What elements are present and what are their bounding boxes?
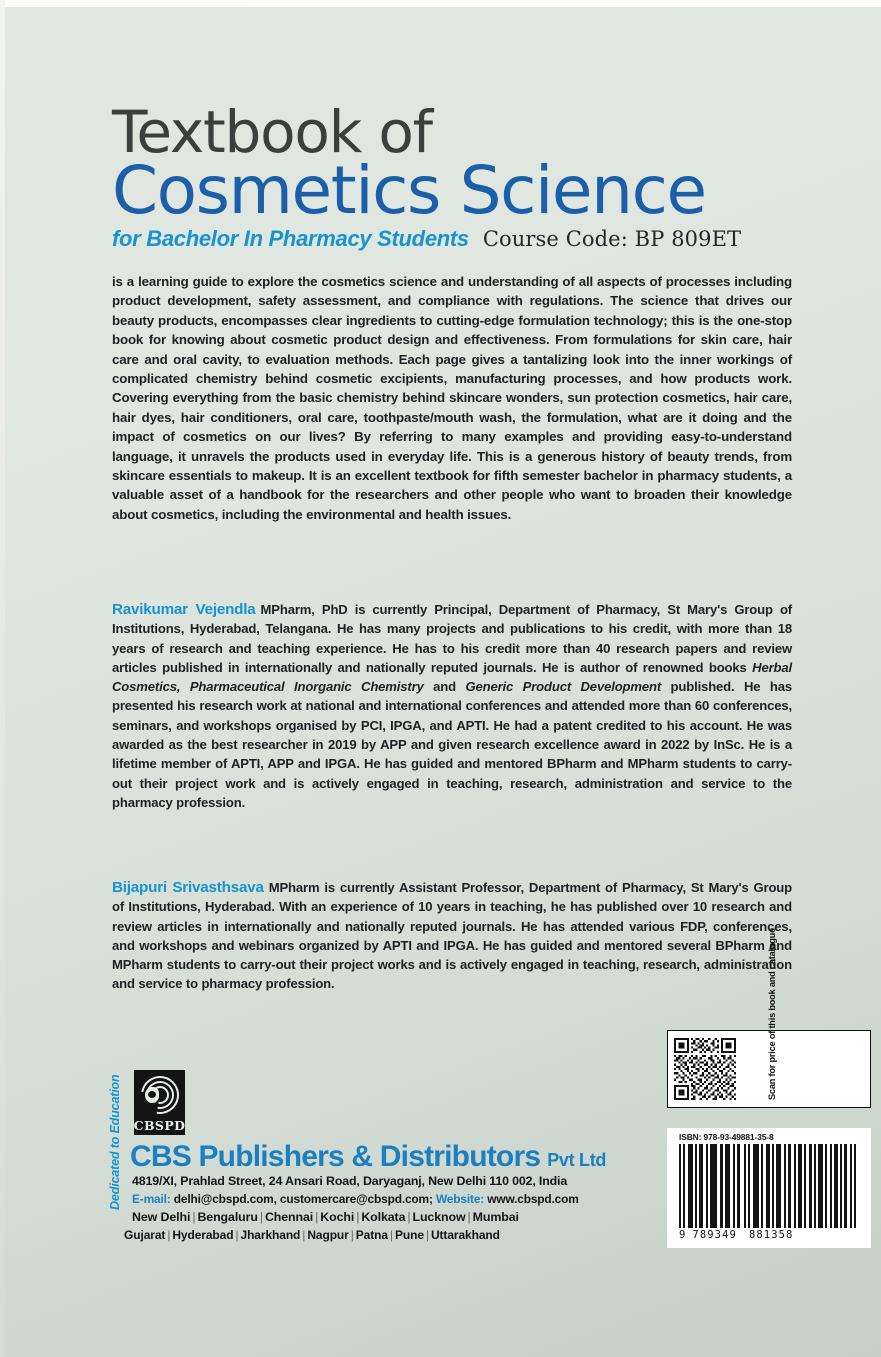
isbn-barcode-panel	[667, 1128, 871, 1248]
barcode-digits	[679, 1229, 865, 1241]
email-label: E-mail:	[132, 1192, 171, 1206]
publisher-cities-row-2: Gujarat | Hyderabad | Jharkhand | Nagpur | Patna | Pune | Uttarakhand	[124, 1228, 500, 1242]
author-1-mid: and	[423, 679, 466, 695]
city: Kolkata	[361, 1210, 406, 1224]
author-1-italic-titles-1: Herbal Cosmetics, Pharmaceutical Inorganic Chemistry	[112, 659, 792, 695]
qr-caption-wrapper	[741, 927, 803, 1102]
author-bio-1	[112, 600, 792, 812]
page-left-trim	[0, 0, 5, 1357]
city: Patna	[355, 1228, 388, 1242]
isbn-text: ISBN: 978-93-49881-35-8	[679, 1132, 774, 1142]
publisher-name-suffix: Pvt Ltd	[547, 1150, 607, 1170]
title-line-2: Cosmetics Science	[112, 151, 706, 229]
city: Chennai	[264, 1210, 314, 1224]
publisher-name	[130, 1140, 606, 1174]
publisher-website: www.cbspd.com	[487, 1192, 579, 1206]
city: Bengaluru	[197, 1210, 258, 1224]
website-label: Website:	[435, 1192, 485, 1206]
city: Nagpur	[307, 1228, 349, 1242]
title-line-1: Textbook of	[112, 98, 432, 166]
city: Kochi	[320, 1210, 355, 1224]
publisher-contact-line	[132, 1192, 579, 1206]
publisher-address: 4819/XI, Prahlad Street, 24 Ansari Road, Daryaganj, New Delhi 110 002, India	[132, 1174, 568, 1188]
subtitle-row	[112, 226, 812, 252]
page-top-trim	[0, 0, 881, 7]
publisher-cities-row-1: New Delhi | Bengaluru | Chennai | Kochi | Kolkata | Lucknow | Mumbai	[132, 1210, 519, 1224]
city: Lucknow	[412, 1210, 466, 1224]
city: Uttarakhand	[430, 1228, 500, 1242]
publisher-emails: delhi@cbspd.com, customercare@cbspd.com;	[173, 1192, 433, 1206]
barcode-lead-digit: 9	[679, 1229, 687, 1241]
course-code: Course Code: BP 809ET	[482, 227, 742, 252]
dedicated-to-education-tagline: Dedicated to Education	[108, 1074, 122, 1210]
qr-caption-text: Scan for price of this book and catalogue	[767, 927, 777, 1100]
author-name-2: Bijapuri Srivasthsava	[112, 879, 264, 896]
book-description: is a learning guide to explore the cosmetics science and understanding of all aspects of processes including product development, safety assessment, and compliance with regulations. The science that drives our beauty products, encompasses clear ingredients to cutting-edge formulation technology; this is the one-stop book for knowing about cosmetic product design and effectiveness. From formulations for skin care, hair care and oral cavity, to evaluation methods. Each page gives a tantalizing look into the inner workings of complicated chemistry behind cosmetic excipients, manufacturing processes, and how products work. Covering everything from the basic chemistry behind skincare wonders, sun protection cosmetics, hair care, hair dyes, hair conditioners, oral care, toothpaste/mouth wash, the formulation, what are it doing and the impact of cosmetics on our lives? By referring to many examples and providing easy-to-understand language, it unravels the products used in everyday life. This is a generous history of beauty trends, from skincare essentials to makeup. It is an excellent textbook for fifth semester bachelor in pharmacy students, a valuable asset of a handbook for the researchers and other people who want to broaden their knowledge about cosmetics, including the environmental and health issues.	[112, 274, 792, 522]
author-bio-2	[112, 878, 792, 994]
title-block	[112, 98, 812, 252]
subtitle: for Bachelor In Pharmacy Students	[112, 226, 469, 252]
city: Pune	[394, 1228, 424, 1242]
city: New Delhi	[132, 1210, 191, 1224]
publisher-name-main: CBS Publishers & Distributors	[130, 1140, 541, 1173]
cbspd-logo-icon	[134, 1070, 185, 1135]
author-bio-1-part2: published. He has presented his research work at national and international conferences and attended more than 60 conferences, seminars, and workshops organised by PCI, IPGA, and APTI. He had a patent credited to his account. He was awarded as the best researcher in 2019 by APP and given research excellence award in 2022 by InSc. He is a lifetime member of APTI, APP and IPGA. He has guided and mentored BPharm and MPharm students to carry-out their project work and is actively engaged in teaching, research, administration and service to the pharmacy profession.	[112, 679, 792, 810]
qr-code-panel	[667, 927, 871, 1108]
author-1-italic-titles-2: Generic Product Development	[465, 679, 662, 695]
author-name-1: Ravikumar Vejendla	[112, 601, 256, 618]
cbspd-logo-text: CBSPD	[133, 1118, 186, 1133]
barcode-bars	[679, 1144, 865, 1228]
city: Gujarat	[124, 1228, 166, 1242]
author-bio-2-text: MPharm is currently Assistant Professor, Department of Pharmacy, St Mary's Group of Institutions, Hyderabad. With an experience of 10 years in teaching, he has published over 10 research and review articles in internationally and nationally reputed journals. He has attended various FDP, conferences, and workshops and webinars organized by APTI and IPGA. He has guided and mentored several BPharm and MPharm students to carry-out their project works and is actively engaged in teaching, research, administration and service to pharmacy profession.	[112, 880, 793, 992]
city: Hyderabad	[172, 1228, 234, 1242]
barcode-group-1: 789349	[692, 1229, 737, 1241]
cbspd-logo-crescent-graphic	[139, 1074, 181, 1116]
city: Jharkhand	[240, 1228, 301, 1242]
city: Mumbai	[472, 1210, 519, 1224]
barcode-group-2: 881358	[748, 1229, 794, 1241]
qr-code-icon	[674, 1038, 736, 1100]
author-bio-1-part1: MPharm, PhD is currently Principal, Department of Pharmacy, St Mary's Group of Institutions, Hyderabad, Telangana. He has many projects and publications to his credit, with more than 18 years of research and teaching experience. He has to his credit more than 40 research papers and review articles published in internationally and nationally reputed journals. He is author of renowned books	[112, 602, 792, 675]
